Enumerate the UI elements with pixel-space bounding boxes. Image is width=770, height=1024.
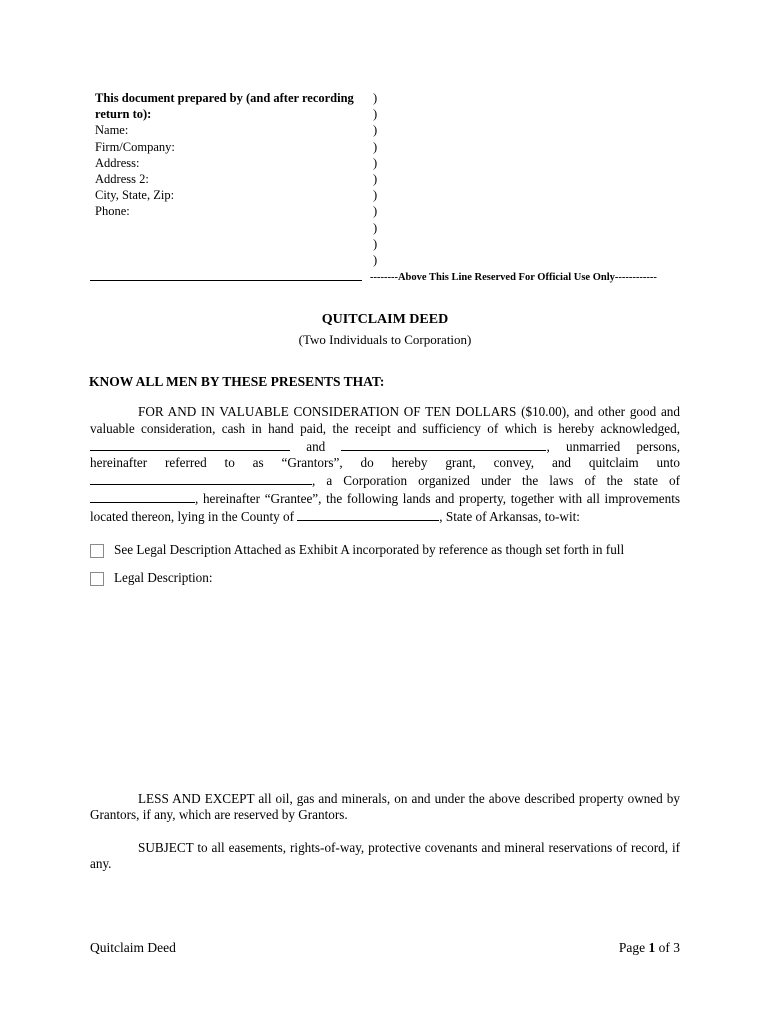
field-city-state-zip: City, State, Zip: <box>95 188 175 203</box>
subject-to-paragraph <box>90 840 680 873</box>
page-of: of <box>655 940 674 955</box>
paren-mark: ) <box>373 172 378 187</box>
page-current: 1 <box>648 940 656 955</box>
grantor-one-blank[interactable] <box>90 438 290 451</box>
conjunction-and: and <box>306 438 326 454</box>
know-all-heading: KNOW ALL MEN BY THESE PRESENTS THAT: <box>89 374 385 389</box>
consideration-paragraph <box>90 404 680 526</box>
consideration-text-b: , unmarried persons, hereinafter referred to as “Grantors”, do hereby grant, convey, and quitclaim unto <box>90 438 680 471</box>
official-use-notice: --------Above This Line Reserved For Official Use Only------------ <box>370 272 657 283</box>
paren-mark: ) <box>373 236 378 251</box>
field-address: Address: <box>95 155 140 170</box>
paren-mark: ) <box>373 204 378 219</box>
county-blank[interactable] <box>297 508 439 521</box>
page-subtitle: (Two Individuals to Corporation) <box>298 332 472 347</box>
field-firm-company: Firm/Company: <box>95 139 175 154</box>
field-name: Name: <box>95 123 129 138</box>
subject-to-text: SUBJECT to all easements, rights-of-way, protective covenants and mineral reservations of record, if any. <box>90 839 680 872</box>
page-title: QUITCLAIM DEED <box>321 312 449 327</box>
checkbox-exhibit-a[interactable] <box>90 544 104 558</box>
consideration-text-d: , hereinafter “Grantee”, the following lands and property, together with all improvements located thereon, lying in the County of <box>90 490 680 524</box>
paren-mark: ) <box>373 123 378 138</box>
field-address-2: Address 2: <box>95 172 149 187</box>
less-and-except-text: LESS AND EXCEPT all oil, gas and minerals, on and under the above described property owned by Grantors, if any, which are reserved by Grantors. <box>90 790 680 823</box>
paren-mark: ) <box>373 188 378 203</box>
consideration-text-e: , State of Arkansas, to-wit: <box>439 508 580 524</box>
page-prefix: Page <box>618 940 649 955</box>
page-total: 3 <box>673 940 680 955</box>
checkbox-exhibit-a-label: See Legal Description Attached as Exhibit A incorporated by reference as though set forth in full <box>114 541 625 557</box>
paren-mark: ) <box>373 139 378 154</box>
page-footer <box>90 940 680 956</box>
less-and-except-paragraph <box>90 791 680 824</box>
checkbox-legal-description-label: Legal Description: <box>114 569 213 585</box>
footer-page-number <box>619 940 680 956</box>
consideration-text-a: FOR AND IN VALUABLE CONSIDERATION OF TEN DOLLARS ($10.00), and other good and valuable consideration, cash in hand paid, the receipt and sufficiency of which is hereby acknowledged, <box>90 404 680 436</box>
legal-description-option-row[interactable] <box>90 570 680 586</box>
paren-mark: ) <box>373 91 378 105</box>
grantee-name-blank[interactable] <box>90 472 312 485</box>
grantor-two-blank[interactable] <box>341 438 546 451</box>
footer-document-name: Quitclaim Deed <box>90 940 176 955</box>
preparer-block <box>95 90 378 220</box>
header-divider-line <box>90 280 362 281</box>
paren-mark: ) <box>373 107 378 122</box>
field-phone: Phone: <box>95 204 130 219</box>
paren-mark: ) <box>373 220 378 235</box>
legal-description-write-in-area[interactable] <box>90 586 680 791</box>
paren-mark: ) <box>373 253 378 268</box>
paren-mark: ) <box>373 155 378 170</box>
header-block <box>90 90 680 290</box>
checkbox-legal-description[interactable] <box>90 572 104 586</box>
consideration-text-c: , a Corporation organized under the laws of the state of <box>312 473 680 489</box>
exhibit-a-option-row[interactable] <box>90 542 680 558</box>
prepared-by-label: This document prepared by (and after recording return to): <box>95 91 354 122</box>
state-of-incorporation-blank[interactable] <box>90 490 195 503</box>
document-content <box>90 90 680 873</box>
paren-column <box>373 90 377 268</box>
